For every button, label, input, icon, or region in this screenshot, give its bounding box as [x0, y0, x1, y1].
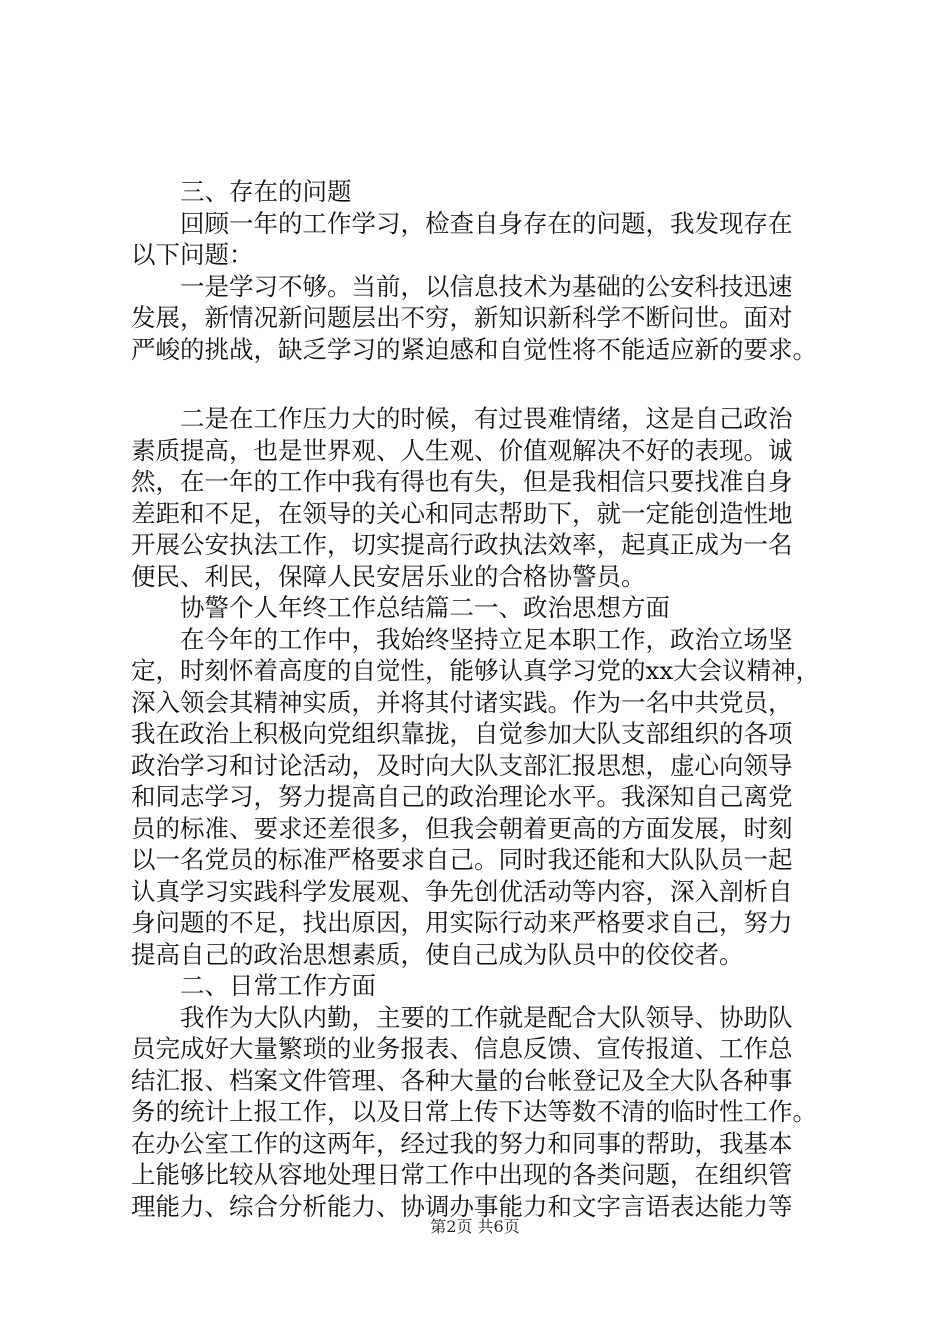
text-line: 提高自己的政治思想素质，使自己成为队员中的佼佼者。 — [131, 939, 744, 969]
text-line: 在今年的工作中，我始终坚持立足本职工作，政治立场坚 — [131, 624, 793, 654]
text-line: 一是学习不够。当前，以信息技术为基础的公安科技迅速 — [131, 271, 793, 301]
text-line: 以下问题： — [131, 240, 254, 269]
text-line: 深入领会其精神实质，并将其付诸实践。作为一名中共党员， — [131, 687, 793, 717]
text-line: 发展，新情况新问题层出不穷，新知识新科学不断问世。面对 — [131, 303, 793, 332]
text-line: 定，时刻怀着高度的自觉性，能够认真学习党的xx大会议精神， — [131, 656, 821, 685]
text-line: 严峻的挑战，缺乏学习的紧迫感和自觉性将不能适应新的要求。 — [131, 334, 817, 364]
text-line: 素质提高，也是世界观、人生观、价值观解决不好的表现。诚 — [131, 435, 793, 465]
text-line: 差距和不足，在领导的关心和同志帮助下，就一定能创造性地 — [131, 498, 793, 528]
text-line: 员的标准、要求还差很多，但我会朝着更高的方面发展，时刻 — [131, 813, 793, 843]
text-line: 协警个人年终工作总结篇二一、政治思想方面 — [131, 593, 670, 622]
text-line: 理能力、综合分析能力、协调办事能力和文字言语表达能力等 — [131, 1191, 793, 1221]
text-line: 开展公安执法工作，切实提高行政执法效率，起真正成为一名 — [131, 530, 793, 559]
text-line: 结汇报、档案文件管理、各种大量的台帐登记及全大队各种事 — [131, 1065, 793, 1095]
text-line: 身问题的不足，找出原因，用实际行动来严格要求自己，努力 — [131, 908, 793, 937]
text-line: 然，在一年的工作中我有得也有失，但是我相信只要找准自身 — [131, 467, 793, 496]
page-footer: 第2页 共6页 — [430, 1217, 520, 1236]
document-body — [131, 176, 831, 1222]
text-line: 三、存在的问题 — [131, 177, 352, 206]
text-line: 上能够比较从容地处理日常工作中出现的各类问题，在组织管 — [131, 1160, 793, 1189]
text-line: 我在政治上积极向党组织靠拢，自觉参加大队支部组织的各项 — [131, 719, 793, 748]
text-line: 以一名党员的标准严格要求自己。同时我还能和大队队员一起 — [131, 845, 793, 874]
text-line: 我作为大队内勤，主要的工作就是配合大队领导、协助队 — [131, 1002, 793, 1032]
text-line: 二、日常工作方面 — [131, 971, 376, 1000]
text-line: 认真学习实践科学发展观、争先创优活动等内容，深入剖析自 — [131, 876, 793, 906]
text-line: 二是在工作压力大的时候，有过畏难情绪，这是自己政治 — [131, 404, 793, 433]
text-line: 在办公室工作的这两年，经过我的努力和同事的帮助，我基本 — [131, 1128, 793, 1158]
text-line: 务的统计上报工作，以及日常上传下达等数不清的临时性工作。 — [131, 1097, 817, 1126]
text-line: 和同志学习，努力提高自己的政治理论水平。我深知自己离党 — [131, 782, 793, 811]
text-line: 政治学习和讨论活动，及时向大队支部汇报思想，虚心向领导 — [131, 750, 793, 780]
text-line: 便民、利民，保障人民安居乐业的合格协警员。 — [131, 561, 646, 591]
text-line: 回顾一年的工作学习，检查自身存在的问题，我发现存在 — [131, 208, 793, 238]
paragraph-gap — [131, 365, 831, 403]
text-line: 员完成好大量繁琐的业务报表、信息反馈、宣传报道、工作总 — [131, 1034, 793, 1063]
